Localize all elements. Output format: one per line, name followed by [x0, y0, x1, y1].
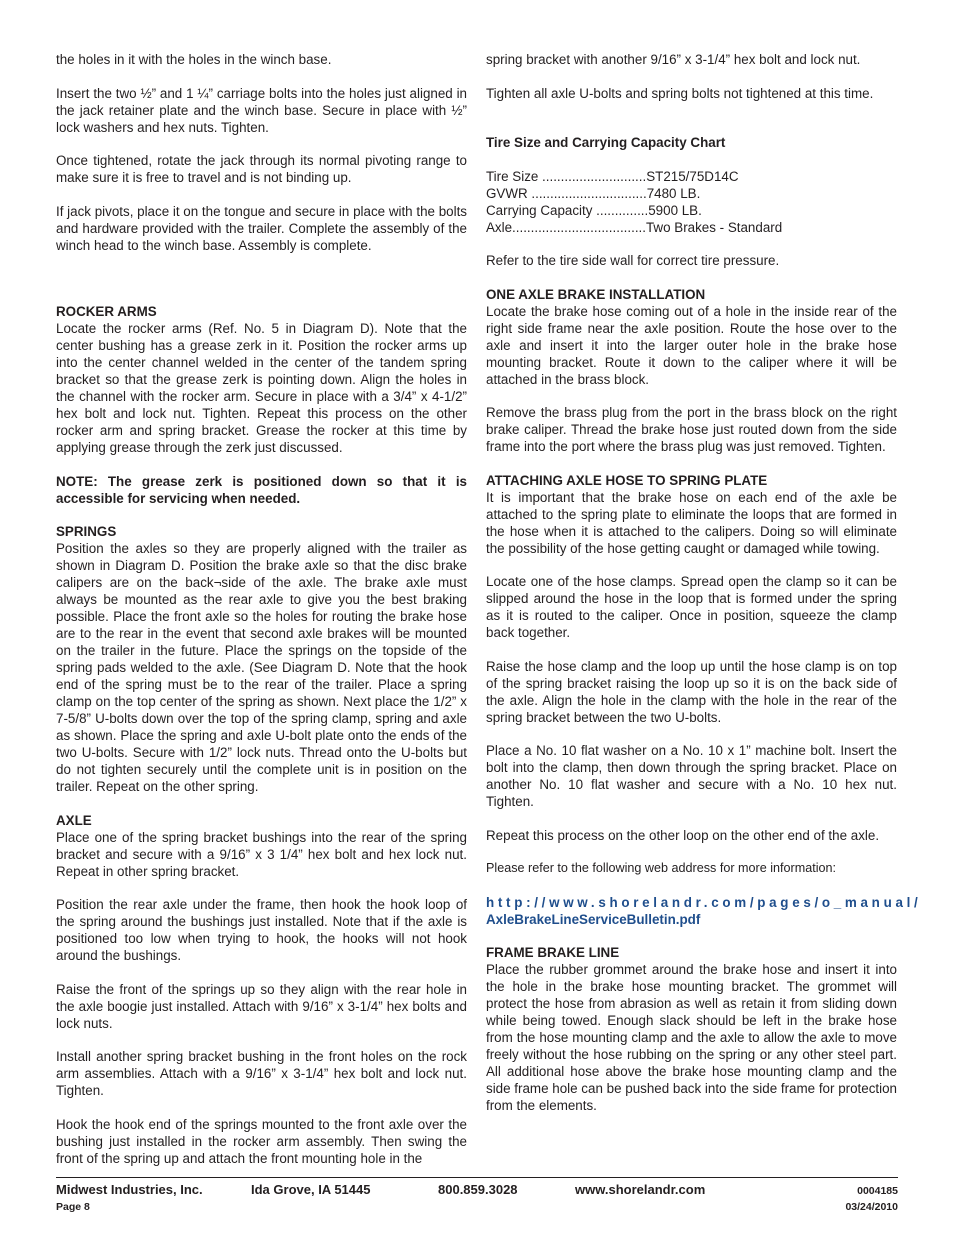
attaching-hose-heading: ATTACHING AXLE HOSE TO SPRING PLATE [486, 472, 768, 488]
spec-axle: Axle....................................Two Brakes - Standard [486, 219, 783, 235]
frame-brake-line-heading: FRAME BRAKE LINE [486, 945, 620, 960]
url-line-1[interactable]: http://www.shorelandr.com/pages/o_manual/ [486, 894, 922, 910]
paragraph: the holes in it with the holes in the winch base. [56, 52, 332, 67]
paragraph: Insert the two ½” and 1 ¼” carriage bolts into the holes just aligned in the jack retainer plate and the winch base. Secure in place with ½” lock washers and hex nuts. Tighten. [56, 85, 467, 135]
springs-text: Position the axles so they are properly aligned with the trailer as shown in Diagram D. Position the brake axle so that the disc brake calipers are on the back¬side of the axle. The brake axle must always be mounted as the rear axle to give you the best braking possible. Place the front axle so the holes for routing the brake hose are to the rear in the event that second axle brakes will be mounted on the trailer in the future. Place the springs on the topside of the spring pads welded to the axle. (See Diagram D. Note that the hook end of the spring must be to the rear of the trailer. Place a spring clamp on the top center of the spring as shown. Next place the 1/2” x 7-5/8” U-bolts down over the top of the spring clamp, spring and axle as shown. Place the spring and axle U-bolt plate onto the ends of the two U-bolts. Secure with 1/2” lock nuts. Thread onto the U-bolts but do not tighten securely until the complete unit is in position on the trailer. Repeat on the other spring. [56, 541, 467, 794]
springs-heading: SPRINGS [56, 524, 117, 539]
paragraph: If jack pivots, place it on the tongue and secure in place with the bolts and hardware provided with the trailer. Complete the assembly of the winch head to the winch base. Assembly is complete. [56, 203, 467, 253]
brake-installation-heading: ONE AXLE BRAKE INSTALLATION [486, 286, 706, 302]
axle-paragraph: Place one of the spring bracket bushings into the rear of the spring bracket and secure with a 9/16” x 3 1/4” hex bolt and hex lock nut. Repeat in other spring bracket. [56, 829, 467, 879]
attach-paragraph: Raise the hose clamp and the loop up until the hose clamp is on top of the spring bracket raising the loop up so it is on the back side of the axle. Align the hole in the clamp with the hole in the rear of the spring bracket between the two U-bolts. [486, 658, 897, 725]
footer-rule [56, 1177, 898, 1178]
attach-paragraph: It is important that the brake hose on each end of the axle be attached to the spring plate to eliminate the loops that are formed in the hose when it is attached to the calipers. Doing so will eliminate the possibility of the hose getting caught or damaged while towing. [486, 489, 897, 556]
axle-paragraph: Raise the front of the springs up so they align with the rear hole in the axle boogie just installed. Attach with 9/16” x 3-1/4” hex bolts and lock nuts. [56, 981, 467, 1031]
rocker-arms-heading: ROCKER ARMS [56, 304, 157, 319]
axle-heading: AXLE [56, 812, 92, 828]
footer-website: www.shorelandr.com [575, 1182, 706, 1197]
tire-pressure-note: Refer to the tire side wall for correct tire pressure. [486, 253, 780, 268]
footer-company: Midwest Industries, Inc. [56, 1182, 203, 1197]
axle-paragraph: Position the rear axle under the frame, then hook the hook loop of the spring around the bushings just installed. Note that if the axle is positioned too low when trying to hook, the hooks will not hook around the bushings. [56, 897, 467, 963]
refer-text: Please refer to the following web address for more information: [486, 861, 836, 875]
paragraph: spring bracket with another 9/16” x 3-1/4” hex bolt and lock nut. [486, 52, 861, 67]
spec-tire-size: Tire Size ............................ST215/75D14C [486, 168, 739, 184]
spacer [486, 118, 897, 134]
footer-phone: 800.859.3028 [438, 1182, 518, 1197]
axle-paragraph: Install another spring bracket bushing in the front holes on the rock arm assemblies. Attach with a 9/16” x 3-1/4” hex bolt and lock nut. Tighten. [56, 1049, 467, 1098]
right-column [486, 51, 922, 1131]
frame-brake-line-text: Place the rubber grommet around the brake hose and insert it into the hole in the brake hose mounting bracket. The grommet will protect the hose from abrasion as well as retain it from sliding down while being towed. Enough slack should be left in the brake hose from the hose mounting clamp and the axle to allow the axle to move freely without the hose rubbing on the spring or any other steel part. All additional hose above the brake hose mounting clamp and the side frame hole can be pushed back into the side frame for protection from the elements. [486, 962, 897, 1113]
brake-paragraph: Remove the brass plug from the port in the brass block on the right brake caliper. Thread the brake hose just routed down from the side frame into the port where the brass plug was just removed. Tighten. [486, 405, 897, 454]
spec-gvwr: GVWR ...............................7480 LB. [486, 185, 701, 201]
spacer [56, 270, 467, 303]
footer-date: 03/24/2010 [845, 1201, 898, 1213]
url-line-2[interactable]: AxleBrakeLineServiceBulletin.pdf [486, 911, 701, 927]
attach-paragraph: Place a No. 10 flat washer on a No. 10 x 1” machine bolt. Insert the bolt into the clamp, then down through the spring bracket. Place on another No. 10 flat washer and secure with a No. 10 hex nut. Tighten. [486, 743, 897, 809]
tire-spec-list [486, 168, 897, 236]
service-bulletin-link[interactable] [486, 894, 922, 928]
footer-doc-number: 0004185 [857, 1185, 898, 1197]
axle-paragraph: Hook the hook end of the springs mounted to the front axle over the bushing just installed in the rocker arm assembly. Then swing the front of the spring up and attach the front mounting hole in the [56, 1116, 467, 1166]
footer-city: Ida Grove, IA 51445 [251, 1182, 371, 1197]
attach-paragraph: Locate one of the hose clamps. Spread open the clamp so it can be slipped around the hose in the loop that is formed under the spring as it is routed to the caliper. Once in position, squeeze the clamp back together. [486, 574, 897, 640]
paragraph: Tighten all axle U-bolts and spring bolts not tightened at this time. [486, 85, 874, 101]
spec-carrying-capacity: Carrying Capacity ..............5900 LB. [486, 202, 702, 218]
attach-paragraph: Repeat this process on the other loop on the other end of the axle. [486, 827, 880, 843]
paragraph: Once tightened, rotate the jack through its normal pivoting range to make sure it is free to travel and is not binding up. [56, 153, 467, 185]
footer-page-number: Page 8 [56, 1201, 90, 1213]
rocker-arms-text: Locate the rocker arms (Ref. No. 5 in Diagram D). Note that the center bushing has a grease zerk in it. Position the rocker arms up into the center channel welded in the center of the tandem spring bracket so that the grease zerk is pointing down. Align the holes in the channel with the rocker arm. Secure in place with a 3/4” x 4-1/2” hex bolt and lock nut. Tighten. Repeat this process on the other rocker arm and spring bracket. Grease the rocker at this time by applying grease through the zerk just discussed. [56, 321, 467, 455]
brake-paragraph: Locate the brake hose coming out of a hole in the inside rear of the right side frame near the axle position. Route the hose over to the axle and insert it into the larger outer hole in the brake hose mounting bracket. Route it down to the caliper where it will be attached in the brass block. [486, 303, 897, 387]
tire-chart-heading: Tire Size and Carrying Capacity Chart [486, 135, 726, 150]
left-column [56, 51, 467, 1183]
grease-zerk-note: NOTE: The grease zerk is positioned down so that it is accessible for servicing when needed. [56, 473, 467, 506]
